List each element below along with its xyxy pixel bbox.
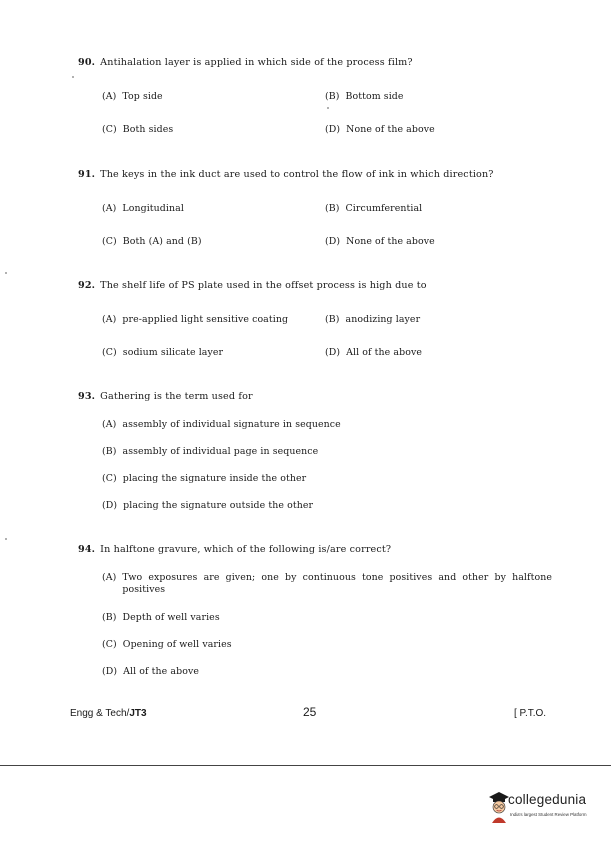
question-number: 90.	[78, 57, 96, 68]
scan-speck	[327, 107, 329, 109]
question-94	[78, 544, 391, 555]
scan-speck	[72, 76, 74, 78]
option-94-d: (D) All of the above	[102, 666, 199, 677]
collegedunia-logo	[488, 790, 606, 830]
option-91-b: (B) Circumferential	[325, 203, 423, 214]
page-number: 25	[303, 705, 317, 719]
question-text: The shelf life of PS plate used in the offset process is high due to	[100, 280, 427, 291]
option-92-d: (D) All of the above	[325, 347, 422, 358]
logo-wordmark: collegedunia	[508, 792, 587, 807]
question-91	[78, 169, 494, 180]
option-92-a: (A) pre-applied light sensitive coating	[102, 314, 289, 325]
exam-code: Engg & Tech/JT3	[70, 708, 147, 719]
option-93-c: (C) placing the signature inside the other	[102, 473, 307, 484]
option-93-d: (D) placing the signature outside the other	[102, 500, 314, 511]
question-text: In halftone gravure, which of the following is/are correct?	[100, 544, 392, 555]
question-number: 91.	[78, 169, 96, 180]
option-93-b: (B) assembly of individual page in sequence	[102, 446, 319, 457]
option-90-b: (B) Bottom side	[325, 91, 404, 102]
pto-note: [ P.T.O.	[514, 708, 547, 719]
question-90	[78, 57, 413, 68]
option-90-a: (A) Top side	[102, 91, 163, 102]
option-91-d: (D) None of the above	[325, 236, 435, 247]
question-93	[78, 391, 253, 402]
question-text: The keys in the ink duct are used to control the flow of ink in which direction?	[100, 169, 494, 180]
scan-speck	[5, 272, 7, 274]
option-90-c: (C) Both sides	[102, 124, 174, 135]
option-94-a: (A) Two exposures are given; one by continuous tone positives and other by halftone positives	[102, 572, 552, 595]
graduate-mascot-icon	[488, 790, 510, 824]
logo-tagline: India's largest Student Review Platform	[510, 812, 587, 817]
option-90-d: (D) None of the above	[325, 124, 435, 135]
option-93-a: (A) assembly of individual signature in sequence	[102, 419, 341, 430]
question-text: Antihalation layer is applied in which side of the process film?	[100, 57, 413, 68]
page-divider	[0, 765, 611, 766]
option-94-c: (C) Opening of well varies	[102, 639, 232, 650]
option-94-b: (B) Depth of well varies	[102, 612, 220, 623]
option-91-c: (C) Both (A) and (B)	[102, 236, 202, 247]
option-92-c: (C) sodium silicate layer	[102, 347, 224, 358]
option-92-b: (B) anodizing layer	[325, 314, 421, 325]
question-text: Gathering is the term used for	[100, 391, 253, 402]
question-number: 94.	[78, 544, 96, 555]
option-91-a: (A) Longitudinal	[102, 203, 184, 214]
question-92	[78, 280, 427, 291]
question-number: 93.	[78, 391, 96, 402]
scan-speck	[5, 538, 7, 540]
question-number: 92.	[78, 280, 96, 291]
